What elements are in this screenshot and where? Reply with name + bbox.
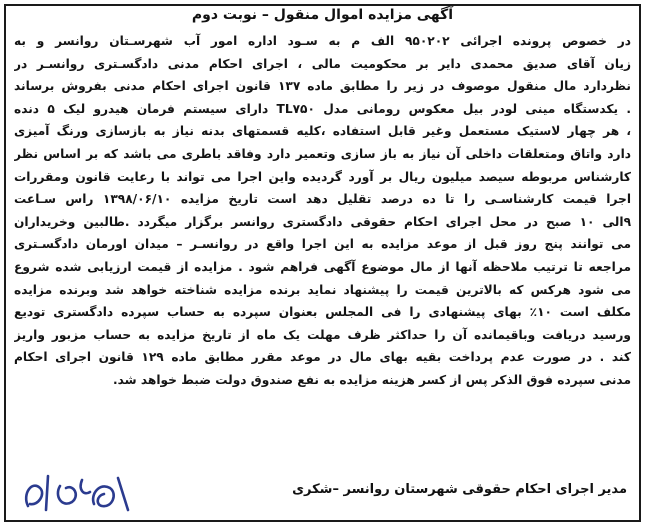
- notice-signature: مدیر اجرای احکام حقوقی شهرستان روانسر –شکری: [292, 482, 627, 497]
- notice-body: [14, 30, 631, 392]
- notice-line: مراجعه تا ترتیب ملاحظه آنها از مال موضوع آگهی فراهم شود . مزایده از قیمت ارزیابی شده شروع: [14, 259, 631, 274]
- notice-title: آگهی مزایده اموال منقول – نوبت دوم: [191, 7, 454, 23]
- notice-line: کند . در صورت عدم پرداخت بقیه بهای مال در موعد مقرر مطابق ماده ۱۲۹ قانون اجرای احکام: [14, 350, 631, 365]
- notice-line: ، هر چهار لاستیک مستعمل وغیر قابل استفاده ،کلیه قسمتهای بدنه نیاز به بازسازی ورنگ آمیزی: [14, 124, 631, 139]
- notice-line: نظردارد مال منقول موصوف در زیر را مطابق ماده ۱۳۷ قانون اجرای احکام مدنی بفروش برساند: [14, 79, 631, 94]
- notice-line: مدنی سپرده فوق الذکر پس از کسر هزینه مزایده به نفع صندوق دولت ضبط خواهد شد.: [112, 372, 631, 387]
- notice-line: اجرا قیمت کارشناسـی را تا ده درصد تقلیل دهد است تاریخ مزایده ۱۳۹۸/۰۶/۱۰ راس سـاعت: [14, 192, 631, 207]
- notice-line: کارشناس مربوطه سیصد میلیون ریال بر آورد گردیده واین اجرا می تواند با رعایت قانون ومقررات: [14, 169, 631, 184]
- notice-line: ورسید دریافت وباقیمانده آن را حداکثر ظرف مهلت یک ماه از تاریخ مزایده به حساب مزبور واریز: [14, 327, 631, 342]
- notice-line: می توانند پنج روز قبل از موعد مزایده به این اجرا واقع در روانسـر – میدان اورمان دادگسـتری: [14, 237, 631, 252]
- notice-line: زیان آقای صدیق محمدی دایر بر محکومیت مالی ، اجرای احکام مدنی دادگسـتری روانسـر در: [14, 56, 631, 71]
- notice-line: در خصوص پرونده اجرائی ۹۵۰۲۰۲ الف م به سـود اداره امور آب شهرسـتان روانسر و به: [14, 34, 631, 48]
- handwritten-number-stamp: [18, 466, 138, 518]
- notice-line: ۹الی ۱۰ صبح در محل اجرای احکام حقوقی دادگستری روانسر برگزار میگردد .طالبین وخریداران: [14, 214, 631, 229]
- notice-line: . یکدستگاه مینی لودر بیل معکوس رومانی مدل TL۷۵۰ دارای سیستم فرمان هیدرو لیک ۵ دنده: [14, 101, 631, 116]
- notice-line: دارد واتاق ومتعلقات داخلی آن نیاز به باز سازی وتعمیر دارد وفاقد باطری می باشد که بر اساس نظر: [14, 146, 631, 161]
- notice-line: می شود هرکس که بالاترین قیمت را پیشنهاد نماید برنده مزایده شناخته خواهد شد وبرنده مزایده: [14, 282, 631, 297]
- notice-line: مکلف است ۱۰٪ بهای پیشنهادی را فی المجلس بعنوان سپرده به حساب سپرده دادگستری تودیع: [14, 305, 631, 320]
